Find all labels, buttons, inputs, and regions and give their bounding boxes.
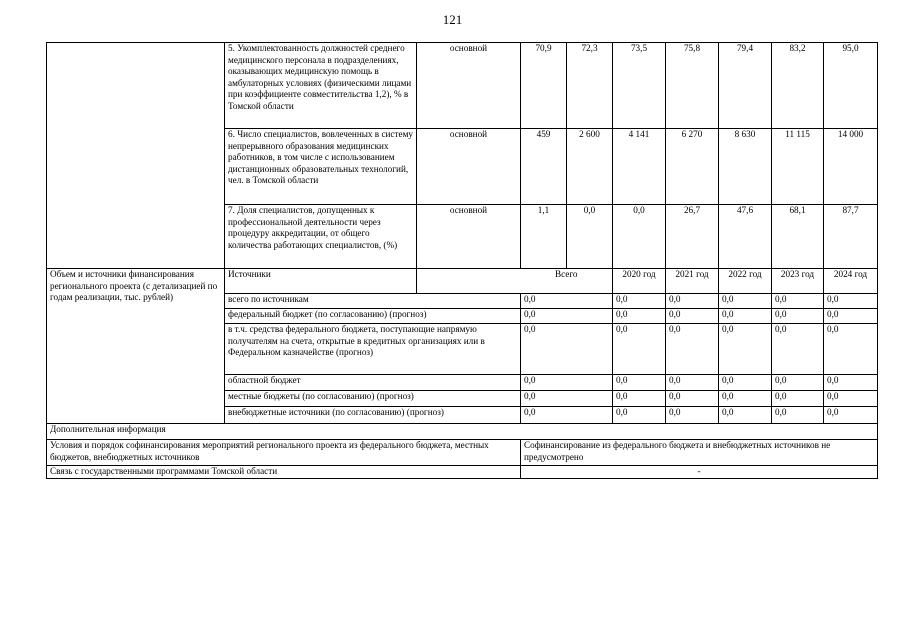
- funding-value: 0,0: [613, 391, 666, 407]
- funding-value: 0,0: [772, 324, 824, 375]
- funding-year-header: 2023 год: [772, 269, 824, 294]
- funding-value: 0,0: [772, 309, 824, 324]
- funding-value: 0,0: [824, 375, 878, 391]
- funding-source: федеральный бюджет (по согласованию) (прогноз): [225, 309, 521, 324]
- indicator-value: 95,0: [824, 43, 878, 129]
- funding-label: Объем и источники финансирования регионального проекта (с детализацией по годам реализации, тыс. рублей): [47, 269, 225, 424]
- indicator-type: основной: [417, 205, 521, 269]
- indicator-name: 5. Укомплектованность должностей среднего медицинского персонала в подразделениях, оказывающих медицинскую помощь в амбулаторных условиях (физическими лицами при коэффициенте совместительства 1,2), % в Томской области: [225, 43, 417, 129]
- funding-value: 0,0: [666, 324, 719, 375]
- funding-year-header: 2021 год: [666, 269, 719, 294]
- indicator-value: 68,1: [772, 205, 824, 269]
- funding-total: 0,0: [521, 294, 613, 309]
- funding-year-header: 2024 год: [824, 269, 878, 294]
- indicator-value: 8 630: [719, 129, 772, 205]
- funding-year-header: 2022 год: [719, 269, 772, 294]
- funding-value: 0,0: [719, 375, 772, 391]
- indicator-value: 11 115: [772, 129, 824, 205]
- funding-value: 0,0: [666, 407, 719, 424]
- regional-project-table: [46, 42, 878, 479]
- indicator-name: 7. Доля специалистов, допущенных к профессиональной деятельности через процедуру аккредитации, от общего количества работающих специалистов, (%): [225, 205, 417, 269]
- funding-value: 0,0: [613, 324, 666, 375]
- programs-value: -: [521, 466, 878, 479]
- indicator-value: 0,0: [567, 205, 613, 269]
- funding-source: местные бюджеты (по согласованию) (прогноз): [225, 391, 521, 407]
- indicator-value: 83,2: [772, 43, 824, 129]
- funding-total: 0,0: [521, 324, 613, 375]
- funding-header-row: [47, 269, 878, 294]
- indicator-type: основной: [417, 43, 521, 129]
- funding-value: 0,0: [719, 309, 772, 324]
- funding-source: областной бюджет: [225, 375, 521, 391]
- indicator-value: 47,6: [719, 205, 772, 269]
- indicator-value: 75,8: [666, 43, 719, 129]
- funding-value: 0,0: [613, 294, 666, 309]
- funding-value: 0,0: [666, 375, 719, 391]
- programs-label: Связь с государственными программами Томской области: [47, 466, 521, 479]
- funding-total: 0,0: [521, 407, 613, 424]
- indicator-value: 14 000: [824, 129, 878, 205]
- indicator-value: 26,7: [666, 205, 719, 269]
- cofinancing-value: Софинансирование из федерального бюджета и внебюджетных источников не предусмотрено: [521, 440, 878, 466]
- indicator-name: 6. Число специалистов, вовлеченных в систему непрерывного образования медицинских работников, в том числе с использованием дистанционных образовательных технологий, чел. в Томской области: [225, 129, 417, 205]
- funding-value: 0,0: [824, 324, 878, 375]
- funding-source-header: Источники: [225, 269, 417, 294]
- indicator-value: 79,4: [719, 43, 772, 129]
- funding-source: в т.ч. средства федерального бюджета, поступающие напрямую получателям на счета, открытые в кредитных организациях или в Федеральном казначействе (прогноз): [225, 324, 521, 375]
- funding-value: 0,0: [772, 391, 824, 407]
- funding-total: 0,0: [521, 309, 613, 324]
- funding-total-header: Всего: [521, 269, 613, 294]
- indicator-value: 72,3: [567, 43, 613, 129]
- page-number: 121: [442, 12, 463, 27]
- funding-total: 0,0: [521, 375, 613, 391]
- funding-value: 0,0: [719, 407, 772, 424]
- funding-value: 0,0: [666, 309, 719, 324]
- funding-header-spacer: [417, 269, 521, 294]
- funding-value: 0,0: [719, 294, 772, 309]
- funding-value: 0,0: [824, 391, 878, 407]
- funding-source: внебюджетные источники (по согласованию) (прогноз): [225, 407, 521, 424]
- funding-value: 0,0: [666, 391, 719, 407]
- additional-info-title: Дополнительная информация: [47, 424, 878, 440]
- funding-value: 0,0: [824, 309, 878, 324]
- funding-value: 0,0: [666, 294, 719, 309]
- funding-value: 0,0: [824, 407, 878, 424]
- indicator-value: 4 141: [613, 129, 666, 205]
- indicator-value: 73,5: [613, 43, 666, 129]
- indicator-base: 1,1: [521, 205, 567, 269]
- indicator-type: основной: [417, 129, 521, 205]
- indicator-blank-cell: [47, 43, 225, 269]
- indicator-value: 6 270: [666, 129, 719, 205]
- funding-source: всего по источникам: [225, 294, 521, 309]
- indicator-base: 459: [521, 129, 567, 205]
- funding-value: 0,0: [613, 407, 666, 424]
- indicator-row: [47, 43, 878, 129]
- funding-total: 0,0: [521, 391, 613, 407]
- funding-value: 0,0: [772, 294, 824, 309]
- funding-value: 0,0: [772, 407, 824, 424]
- cofinancing-label: Условия и порядок софинансирования мероприятий регионального проекта из федерального бюджета, местных бюджетов, внебюджетных источников: [47, 440, 521, 466]
- indicator-value: 0,0: [613, 205, 666, 269]
- funding-value: 0,0: [613, 375, 666, 391]
- programs-row: [47, 466, 878, 479]
- indicator-base: 70,9: [521, 43, 567, 129]
- funding-value: 0,0: [613, 309, 666, 324]
- funding-value: 0,0: [772, 375, 824, 391]
- funding-value: 0,0: [719, 324, 772, 375]
- funding-year-header: 2020 год: [613, 269, 666, 294]
- indicator-value: 2 600: [567, 129, 613, 205]
- funding-value: 0,0: [824, 294, 878, 309]
- funding-value: 0,0: [719, 391, 772, 407]
- cofinancing-row: [47, 440, 878, 466]
- additional-info-header-row: [47, 424, 878, 440]
- indicator-value: 87,7: [824, 205, 878, 269]
